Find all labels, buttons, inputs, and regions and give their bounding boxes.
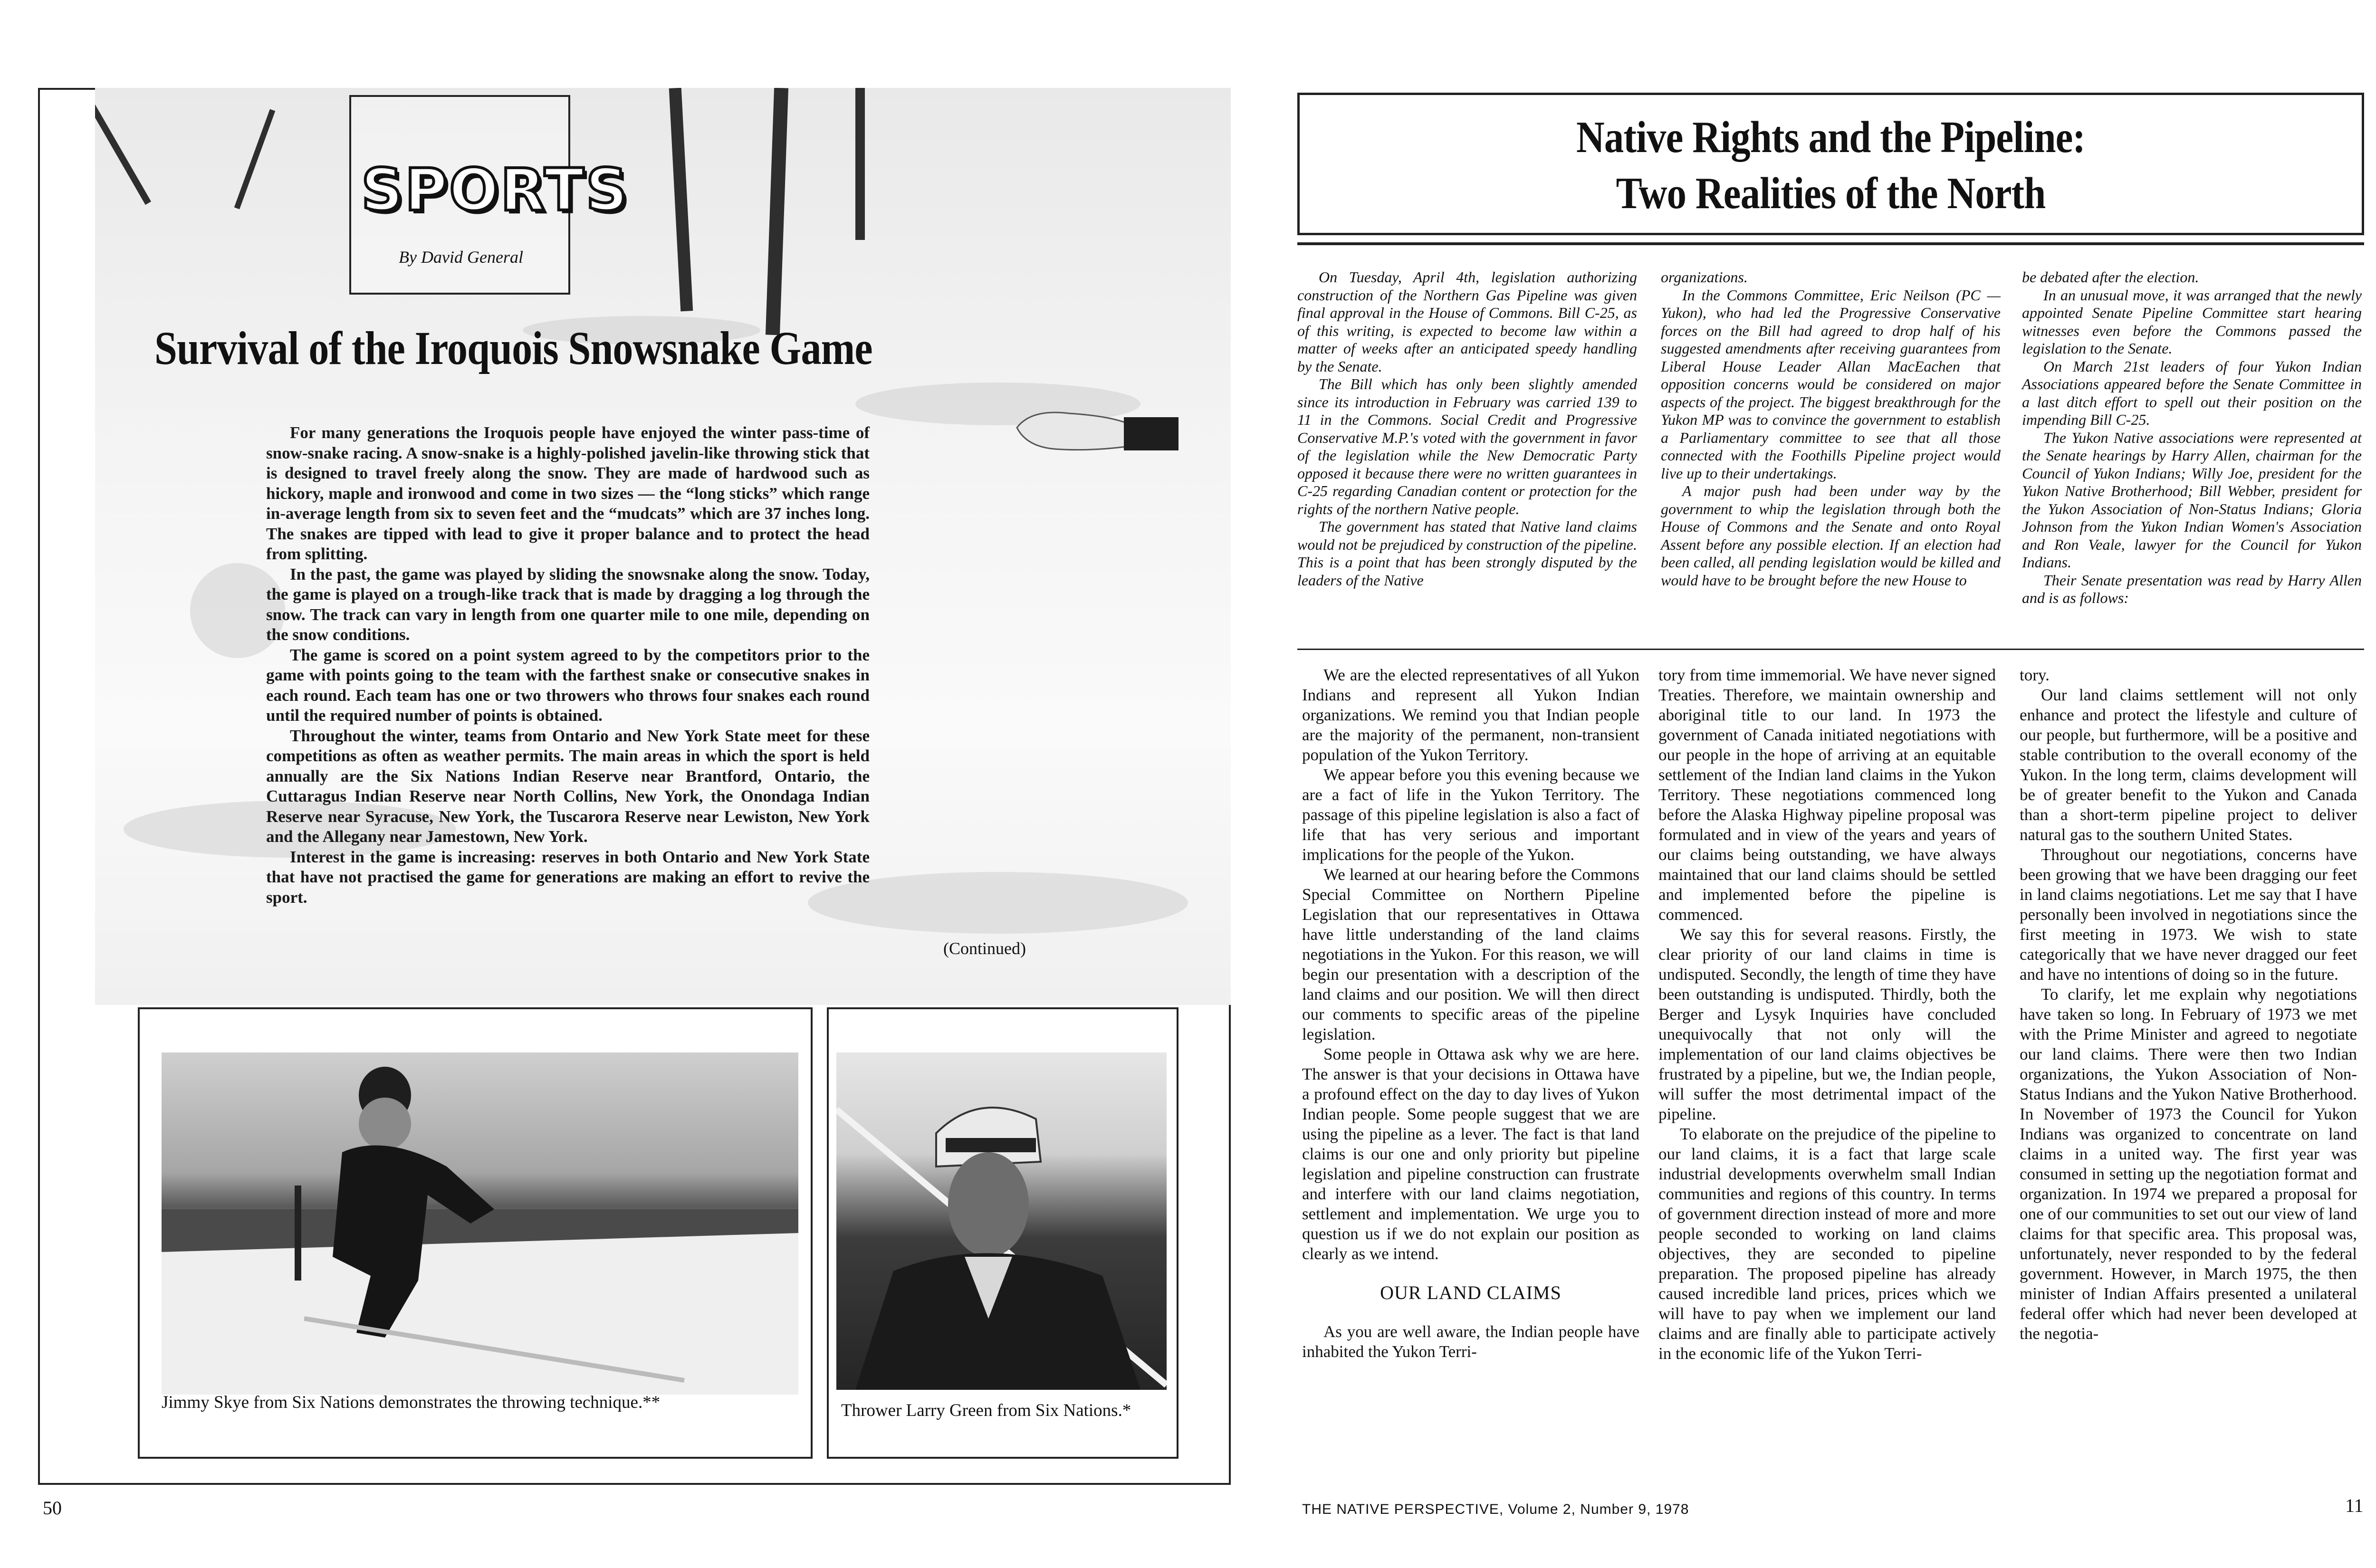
headline xyxy=(1297,109,2364,221)
section-heading: OUR LAND CLAIMS xyxy=(1380,1282,1562,1303)
divider xyxy=(1297,649,2364,650)
paragraph: We are the elected representatives of all Yukon Indians and represent all Yukon Indian organizations. We remind you that Indian people are the majority of the permanent, non-transient population of the Yukon Territory. xyxy=(1302,666,1639,764)
page-number: 50 xyxy=(43,1497,62,1519)
headline-line: Native Rights and the Pipeline: xyxy=(1576,113,2086,162)
section-label: SPORTS xyxy=(361,156,630,224)
body-column xyxy=(1302,665,1639,1362)
paragraph: be debated after the election. xyxy=(2022,268,2199,286)
paragraph: The government has stated that Native land claims would not be prejudiced by construction of the pipeline. This is a point that has been strongly disputed by the leaders of the Native xyxy=(1297,518,1637,589)
page-number: 11 xyxy=(2345,1495,2364,1516)
byline: By David General xyxy=(399,248,523,267)
photo-caption: Thrower Larry Green from Six Nations.* xyxy=(841,1401,1131,1420)
footer-publication: THE NATIVE PERSPECTIVE, Volume 2, Number 9, 1978 xyxy=(1302,1501,1689,1517)
photo-caption: Jimmy Skye from Six Nations demonstrates the throwing technique.** xyxy=(162,1393,661,1412)
paragraph: The game is scored on a point system agreed to by the competitors prior to the game with points going to the team with the farthest snake or consecutive snakes in each round. Each team has one or two throwers who throws four snakes each round until the required number of points is obtained. xyxy=(266,645,870,725)
body-column xyxy=(1658,665,1996,1364)
paragraph: organizations. xyxy=(1661,268,1748,286)
paragraph: We learned at our hearing before the Commons Special Committee on Northern Pipeline Legislation that our representatives in Ottawa have little understanding of the land claims negotiations in the Yukon. For this reason, we will begin our presentation with a description of the land claims and our position. We will then direct our comments to specific areas of the pipeline legislation. xyxy=(1302,865,1639,1043)
paragraph: To clarify, let me explain why negotiations have taken so long. In February of 1973 we met with the Prime Minister and agreed to negotiate our land claims. There were then two Indian organizations, the Yukon Association of Non-Status Indians and the Yukon Native Brotherhood. In November of 1973 the Council for Yukon Indians was organized to concentrate on land claims in a united way. The first year was consumed in setting up the negotiation format and organization. In 1974 we prepared a proposal for one of our communities to set out our view of land claims for that specific area. This proposal was, unfortunately, never responded to by the federal government. However, in March 1975, the then minister of Indian Affairs presented a unilateral federal offer which had never been developed at the negotia- xyxy=(2020,985,2357,1343)
portrait-photo xyxy=(836,1052,1167,1390)
paragraph: As you are well aware, the Indian people have inhabited the Yukon Terri- xyxy=(1302,1322,1639,1361)
intro-column xyxy=(2022,268,2362,607)
paragraph: Their Senate presentation was read by Harry Allen and is as follows: xyxy=(2022,571,2362,606)
article-body xyxy=(266,423,870,908)
paragraph: On March 21st leaders of four Yukon Indian Associations appeared before the Senate Committee in a last ditch effort to spell out their position on the impending Bill C-25. xyxy=(2022,357,2362,428)
headline-line: Two Realities of the North xyxy=(1616,169,2046,218)
body-column xyxy=(2020,665,2357,1344)
paragraph: For many generations the Iroquois people have enjoyed the winter pass-time of snow-snake racing. A snow-snake is a highly-polished javelin-like throwing stick that is designed to travel freely along the snow. They are made of hardwood such as hickory, maple and ironwood and come in two sizes — the “long sticks” which range in-average length from six to seven feet and the “mudcats” which are 37 inches long. The snakes are tipped with lead to give it proper balance and to protect the head from splitting. xyxy=(266,423,870,563)
paragraph: In the Commons Committee, Eric Neilson (PC — Yukon), who had led the Progressive Conservative forces on the Bill had agreed to drop half of his suggested amendments after receiving guarantees from Liberal House Leader Allan MacEachen that opposition concerns would be considered on major aspects of the project. The biggest breakthrough for the Yukon MP was to convince the government to establish a Parliamentary committee to see that all those connected with the Foothills Pipeline project would live up to their undertakings. xyxy=(1661,286,2001,482)
paragraph: We say this for several reasons. Firstly, the clear priority of our land claims in time is undisputed. Secondly, the length of time they have been outstanding is undisputed. Thirdly, both the Berger and Lysyk Inquiries have concluded unequivocally that not only will the implementation of our land claims objectives be frustrated by a pipeline, but we, the Indian people, will suffer the most detrimental impact of the pipeline. xyxy=(1658,925,1996,1123)
paragraph: Interest in the game is increasing: reserves in both Ontario and New York State that have not practised the game for generations are making an effort to revive the sport. xyxy=(266,847,870,907)
thrower-photo xyxy=(162,1052,798,1395)
paragraph: The Yukon Native associations were represented at the Senate hearings by Harry Allen, chairman for the Council of Yukon Indians; Willy Joe, president for the Yukon Native Brotherhood; Bill Webber, president for the Yukon Association of Non-Status Indians; Gloria Johnson from the Yukon Indian Women's Association and Ron Veale, lawyer for the Council for Yukon Indians. xyxy=(2022,429,2362,571)
glove-hand-image xyxy=(1012,394,1178,466)
paragraph: On Tuesday, April 4th, legislation authorizing construction of the Northern Gas Pipeline was given final approval in the House of Commons. Bill C-25, as of this writing, is expected to become law within a matter of weeks after an anticipated speedy handling by the Senate. xyxy=(1297,268,1637,375)
paragraph: tory. xyxy=(2020,666,2050,684)
divider xyxy=(1297,242,2364,245)
paragraph: tory from time immemorial. We have never signed Treaties. Therefore, we maintain ownership and aboriginal title to our land. In 1973 the government of Canada initiated negotiations with our people in the hope of arriving at an equitable settlement of the Indian land claims in the Yukon Territory. These negotiations commenced long before the Alaska Highway pipeline proposal was formulated and in view of the years and years of our claims being outstanding, we have always maintained that our land claims should be settled and implemented before the pipeline is commenced. xyxy=(1658,666,1996,924)
continued-note: (Continued) xyxy=(943,939,1026,958)
paragraph: The Bill which has only been slightly amended since its introduction in February was carried 139 to 11 in the Commons. Social Credit and Progressive Conservative M.P.'s voted with the government in favor of the legislation while the New Democratic Party opposed it because there were no written guarantees in C-25 regarding Canadian content or protection for the rights of the northern Native people. xyxy=(1297,375,1637,517)
portrait-figure-image xyxy=(836,1052,1167,1390)
paragraph: Our land claims settlement will not only enhance and protect the lifestyle and culture of our people, but furthermore, will be a positive and stable contribution to the overall economy of the Yukon. In the long term, claims development will be of greater benefit to the Yukon and Canada than a short-term pipeline project to deliver natural gas to the southern United States. xyxy=(2020,686,2357,844)
paragraph: In an unusual move, it was arranged that the newly appointed Senate Pipeline Committee start hearing witnesses even before the Commons passed the legislation to the Senate. xyxy=(2022,286,2362,357)
paragraph: Some people in Ottawa ask why we are here. The answer is that your decisions in Ottawa have a profound effect on the day to day lives of Yukon Indian people. Some people suggest that we are using the pipeline as a lever. The fact is that land claims is our one and only priority but pipeline legislation and pipeline construction can frustrate and interfere with our land claims negotiation, settlement and implementation. We urge you to question us if we do not explain our position as clearly as we intend. xyxy=(1302,1045,1639,1263)
intro-column xyxy=(1661,268,2001,589)
paragraph: We appear before you this evening because we are a fact of life in the Yukon Territory. The passage of this pipeline legislation is also a fact of life that has very serious and important implications for the people of the Yukon. xyxy=(1302,765,1639,864)
thrower-figure-image xyxy=(162,1052,798,1395)
paragraph: To elaborate on the prejudice of the pipeline to our land claims, it is a fact that large scale industrial developments overwhelm small Indian communities and regions of this country. In terms of government direction instead of more and more people seconded to working on land claims objectives, they are seconded to pipeline preparation. The proposed pipeline has already caused incredible land prices, prices which we will have to pay when we implement our land claims and are finally able to participate actively in the economic life of the Yukon Terri- xyxy=(1658,1125,1996,1363)
paragraph: In the past, the game was played by sliding the snowsnake along the snow. Today, the game is played on a trough-like track that is made by dragging a log through the snow. The track can vary in length from one quarter mile to one mile, depending on the snow conditions. xyxy=(266,564,870,644)
paragraph: Throughout our negotiations, concerns have been growing that we have been dragging our feet in land claims negotiations. Let me say that I have personally been involved in negotiations since the first meeting in 1973. We wish to state categorically that we have never dragged our feet and have no intentions of doing so in the future. xyxy=(2020,845,2357,984)
intro-column xyxy=(1297,268,1637,589)
paragraph: Throughout the winter, teams from Ontario and New York State meet for these competitions as often as weather permits. The main areas in which the sport is held annually are the Six Nations Indian Reserve near Brantford, Ontario, the Cuttaragus Indian Reserve near North Collins, New York, the Onondaga Indian Reserve near Syracuse, New York, the Tuscarora Reserve near Lewiston, New York and the Allegany near Jamestown, New York. xyxy=(266,726,870,846)
paragraph: A major push had been under way by the government to whip the legislation through both the House of Commons and the Senate and onto Royal Assent before any possible election. If an election had been called, all pending legislation would be killed and would have to be brought before the new House to xyxy=(1661,482,2001,589)
article-title: Survival of the Iroquois Snowsnake Game xyxy=(154,322,872,374)
